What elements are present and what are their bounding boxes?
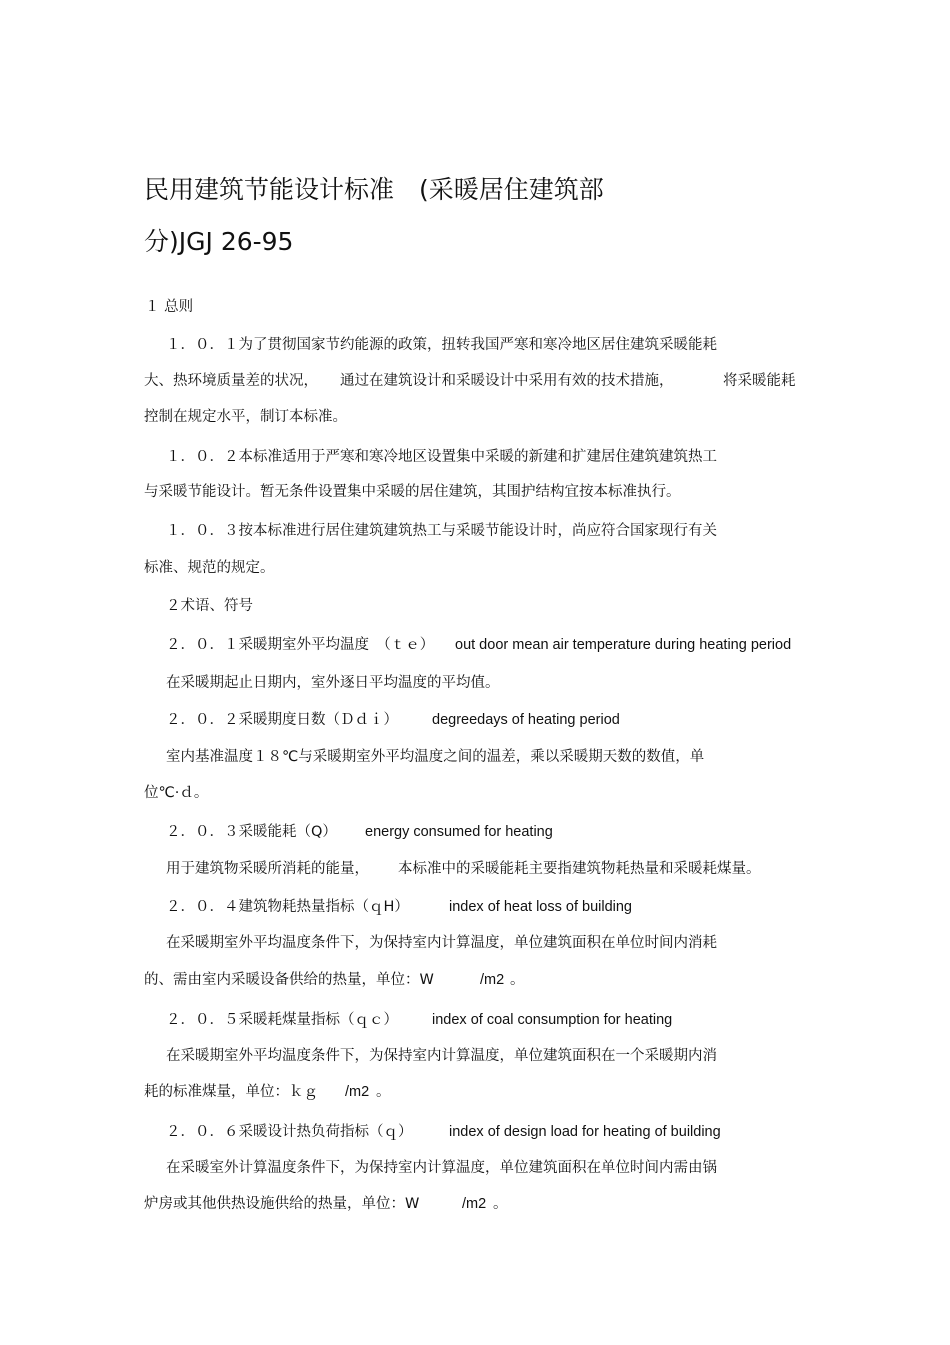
term-2-0-2-en: degreedays of heating period bbox=[432, 712, 620, 728]
term-2-0-4-period: 。 bbox=[510, 972, 525, 988]
clause-1-0-2-line-1: １．０．２本标准适用于严寒和寒冷地区设置集中采暖的新建和扩建居住建筑建筑热工 bbox=[166, 449, 717, 465]
term-2-0-5-definition-line-2a: 耗的标准煤量，单位：ｋｇ bbox=[144, 1084, 318, 1100]
clause-1-0-1-line-1: １．０．１为了贯彻国家节约能源的政策，扭转我国严寒和寒冷地区居住建筑采暖能耗 bbox=[166, 337, 717, 353]
clause-1-0-1-line-2a: 大、热环境质量差的状况， bbox=[144, 373, 318, 389]
document-title-line-1: 民用建筑节能设计标准 (采暖居住建筑部 bbox=[144, 175, 604, 204]
document-title-line-2: 分)JGJ 26-95 bbox=[144, 227, 294, 256]
section-2-heading: ２术语、符号 bbox=[166, 598, 253, 614]
term-2-0-6-cn: ２．０．６采暖设计热负荷指标（ｑ） bbox=[166, 1124, 413, 1140]
term-2-0-3-definition-b: 本标准中的采暖能耗主要指建筑物耗热量和采暖耗煤量。 bbox=[398, 861, 761, 877]
term-2-0-5-definition-line-1: 在采暖期室外平均温度条件下，为保持室内计算温度，单位建筑面积在一个采暖期内消 bbox=[166, 1048, 717, 1064]
term-2-0-6-unit: /m2 bbox=[462, 1196, 487, 1212]
term-2-0-5-cn: ２．０．５采暖耗煤量指标（ｑｃ） bbox=[166, 1012, 398, 1028]
term-2-0-4-definition-line-1: 在采暖期室外平均温度条件下，为保持室内计算温度，单位建筑面积在单位时间内消耗 bbox=[166, 935, 717, 951]
clause-1-0-3-line-1: １．０．３按本标准进行居住建筑建筑热工与采暖节能设计时，尚应符合国家现行有关 bbox=[166, 523, 717, 539]
term-2-0-3-en: energy consumed for heating bbox=[365, 824, 553, 840]
term-2-0-2-definition-line-2: 位℃·ｄ。 bbox=[144, 785, 209, 801]
term-2-0-2-cn: ２．０．２采暖期度日数（Ｄｄｉ） bbox=[166, 712, 398, 728]
term-2-0-5-period: 。 bbox=[376, 1084, 391, 1100]
term-2-0-4-unit: /m2 bbox=[480, 972, 505, 988]
clause-1-0-1-line-2c: 将采暖能耗 bbox=[723, 373, 796, 389]
term-2-0-6-en: index of design load for heating of building bbox=[449, 1124, 721, 1140]
section-1-heading: １ 总则 bbox=[145, 299, 194, 315]
term-2-0-5-en: index of coal consumption for heating bbox=[432, 1012, 673, 1028]
term-2-0-6-definition-line-2a: 炉房或其他供热设施供给的热量，单位：W bbox=[144, 1196, 420, 1212]
term-2-0-4-definition-line-2a: 的、需由室内采暖设备供给的热量，单位：W bbox=[144, 972, 434, 988]
term-2-0-3-cn: ２．０．３采暖能耗（Q） bbox=[166, 824, 337, 840]
term-2-0-1-en: out door mean air temperature during heating period bbox=[455, 637, 792, 653]
term-2-0-3-definition-a: 用于建筑物采暖所消耗的能量， bbox=[166, 861, 369, 877]
clause-1-0-2-line-2: 与采暖节能设计。暂无条件设置集中采暖的居住建筑，其围护结构宜按本标准执行。 bbox=[144, 484, 681, 500]
term-2-0-4-en: index of heat loss of building bbox=[449, 899, 632, 915]
term-2-0-4-cn: ２．０．４建筑物耗热量指标（ｑH） bbox=[166, 899, 409, 915]
clause-1-0-1-line-2b: 通过在建筑设计和采暖设计中采用有效的技术措施， bbox=[340, 373, 674, 389]
term-2-0-6-definition-line-1: 在采暖室外计算温度条件下，为保持室内计算温度，单位建筑面积在单位时间内需由锅 bbox=[166, 1160, 717, 1176]
term-2-0-5-unit: /m2 bbox=[345, 1084, 370, 1100]
term-2-0-1-cn: ２．０．１采暖期室外平均温度 （ｔｅ） bbox=[166, 637, 435, 653]
term-2-0-2-definition-line-1: 室内基准温度１８℃与采暖期室外平均温度之间的温差，乘以采暖期天数的数值，单 bbox=[166, 749, 705, 765]
term-2-0-1-definition: 在采暖期起止日期内，室外逐日平均温度的平均值。 bbox=[166, 675, 500, 691]
clause-1-0-1-line-3: 控制在规定水平，制订本标准。 bbox=[144, 409, 347, 425]
clause-1-0-3-line-2: 标准、规范的规定。 bbox=[144, 560, 275, 576]
term-2-0-6-period: 。 bbox=[493, 1196, 508, 1212]
